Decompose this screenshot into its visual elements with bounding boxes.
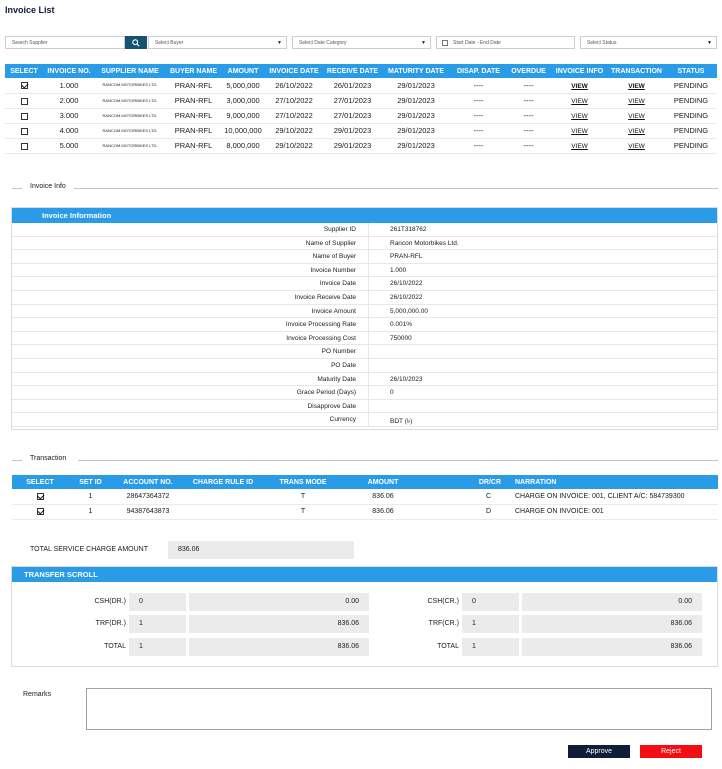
- invoice-no: 1.000: [43, 78, 95, 93]
- table-row: [12, 504, 718, 519]
- view-invoice-info-link[interactable]: VIEW: [571, 82, 588, 90]
- maturity-date: 29/01/2023: [381, 138, 451, 153]
- account-no: 94387643873: [113, 504, 183, 519]
- info-label: Invoice Processing Cost: [12, 332, 369, 345]
- view-invoice-info-link[interactable]: VIEW: [571, 113, 588, 120]
- select-status-dropdown[interactable]: [580, 36, 717, 49]
- supplier-name: RANCOM MOTORBIKES LTD.: [95, 78, 165, 93]
- maturity-date: 29/01/2023: [381, 108, 451, 123]
- info-row: [12, 332, 717, 346]
- invoice-information-panel: [11, 207, 718, 430]
- amount: 3,000,000: [222, 93, 264, 108]
- panel-header: Invoice Information: [12, 208, 717, 223]
- maturity-date: 29/01/2023: [381, 123, 451, 138]
- narration: CHARGE ON INVOICE: 001, CLIENT A/C: 584739300: [513, 489, 718, 504]
- amount: 10,000,000: [222, 123, 264, 138]
- info-value: 26/10/2023: [390, 375, 423, 383]
- maturity-date: 29/01/2023: [381, 78, 451, 93]
- page-title: Invoice List: [5, 5, 55, 15]
- info-row: [12, 237, 717, 251]
- transaction-cell: [608, 123, 665, 138]
- disap-date: ----: [451, 138, 506, 153]
- view-invoice-info-link[interactable]: VIEW: [571, 143, 588, 150]
- buyer-name: PRAN-RFL: [165, 123, 222, 138]
- transfer-count: 0: [462, 593, 519, 611]
- col-header: TRANSACTION: [608, 64, 665, 78]
- receive-date: 29/01/2023: [324, 123, 381, 138]
- transaction-cell: [608, 78, 665, 93]
- status: PENDING: [665, 138, 717, 153]
- info-value: 750000: [390, 334, 412, 342]
- col-header: SELECT: [12, 475, 68, 489]
- divider: [78, 460, 718, 461]
- invoice-date: 27/10/2022: [264, 108, 324, 123]
- amount: 836.06: [343, 504, 423, 519]
- divider: [74, 188, 718, 189]
- select-checkbox[interactable]: [37, 508, 44, 515]
- info-value: Rancon Motorbikes Ltd.: [390, 239, 459, 247]
- col-header: SET ID: [68, 475, 113, 489]
- transfer-label: TRF(CR.): [428, 620, 459, 627]
- invoice-no: 5.000: [43, 138, 95, 153]
- row-select: [5, 123, 43, 138]
- invoice-table: [5, 64, 717, 154]
- col-header: RECEIVE DATE: [324, 64, 381, 78]
- col-header: AMOUNT: [222, 64, 264, 78]
- invoice-info-cell: [551, 138, 608, 153]
- select-status-label: Select Status: [587, 40, 617, 46]
- info-value: 5,000,000.00: [390, 307, 428, 315]
- info-label: PO Date: [12, 359, 369, 372]
- col-header: SUPPLIER NAME: [95, 64, 165, 78]
- divider: [12, 460, 22, 461]
- approve-button[interactable]: Approve: [568, 745, 630, 758]
- disap-date: ----: [451, 93, 506, 108]
- amount: 9,000,000: [222, 108, 264, 123]
- charge-rule-id: [183, 504, 263, 519]
- amount: 836.06: [343, 489, 423, 504]
- transfer-label: TOTAL: [437, 643, 459, 650]
- row-select: [12, 504, 68, 519]
- col-header: OVERDUE: [506, 64, 551, 78]
- total-service-charge-label: TOTAL SERVICE CHARGE AMOUNT: [30, 546, 148, 553]
- view-transaction-link[interactable]: VIEW: [628, 82, 645, 90]
- amount: 8,000,000: [222, 138, 264, 153]
- transfer-amount: 836.06: [189, 615, 369, 633]
- buyer-name: PRAN-RFL: [165, 93, 222, 108]
- table-row: [5, 93, 717, 108]
- info-value: 1.000: [390, 266, 407, 274]
- row-select: [5, 78, 43, 93]
- info-value: 0: [390, 389, 394, 397]
- select-checkbox[interactable]: [37, 493, 44, 500]
- select-checkbox[interactable]: [21, 82, 28, 89]
- caret-down-icon: ▼: [277, 40, 282, 46]
- transaction-cell: [608, 138, 665, 153]
- info-value: 26/10/2022: [390, 280, 423, 288]
- invoice-info-section-title: [12, 183, 718, 193]
- view-transaction-link[interactable]: VIEW: [628, 143, 645, 150]
- row-select: [5, 108, 43, 123]
- info-label: Invoice Processing Rate: [12, 318, 369, 331]
- invoice-info-cell: [551, 123, 608, 138]
- view-transaction-link[interactable]: VIEW: [628, 113, 645, 120]
- calendar-icon: [442, 40, 448, 46]
- info-row: [12, 359, 717, 373]
- table-row: [5, 138, 717, 153]
- col-header: CHARGE RULE ID: [183, 475, 263, 489]
- search-supplier-input[interactable]: Search Supplier: [5, 36, 125, 49]
- col-header: INVOICE NO.: [43, 64, 95, 78]
- section-label: Transaction: [27, 455, 69, 462]
- transfer-amount: 0.00: [522, 593, 702, 611]
- reject-button[interactable]: Reject: [640, 745, 702, 758]
- col-header: ACCOUNT NO.: [113, 475, 183, 489]
- info-label: Currency: [12, 413, 369, 426]
- col-header: DR/CR: [423, 475, 513, 489]
- invoice-date: 27/10/2022: [264, 93, 324, 108]
- total-service-charge: [30, 541, 360, 559]
- transfer-amount: 836.06: [189, 638, 369, 656]
- select-checkbox[interactable]: [21, 128, 28, 135]
- transfer-label: TOTAL: [104, 643, 126, 650]
- invoice-no: 2.000: [43, 93, 95, 108]
- transaction-table: [12, 475, 718, 520]
- info-row: [12, 318, 717, 332]
- view-invoice-info-link[interactable]: VIEW: [571, 128, 588, 135]
- disap-date: ----: [451, 108, 506, 123]
- col-header: SELECT: [5, 64, 43, 78]
- caret-down-icon: ▼: [707, 40, 712, 46]
- overdue: ----: [506, 138, 551, 153]
- select-buyer-label: Select Buyer: [155, 40, 184, 46]
- transfer-amount: 836.06: [522, 615, 702, 633]
- select-checkbox[interactable]: [21, 113, 28, 120]
- dr-cr: D: [423, 504, 513, 519]
- supplier-name: RANCOM MOTORBIKES LTD.: [95, 138, 165, 153]
- disap-date: ----: [451, 123, 506, 138]
- transfer-scroll-panel: [11, 566, 718, 667]
- filter-bar: [5, 36, 717, 50]
- set-id: 1: [68, 504, 113, 519]
- info-label: Grace Period (Days): [12, 386, 369, 399]
- info-value: 261T318762: [390, 226, 427, 233]
- col-header: INVOICE DATE: [264, 64, 324, 78]
- transaction-cell: [608, 93, 665, 108]
- info-row: [12, 264, 717, 278]
- search-icon: [132, 39, 140, 47]
- buyer-name: PRAN-RFL: [165, 138, 222, 153]
- supplier-name: RANCOM MOTORBIKES LTD.: [95, 93, 165, 108]
- invoice-date: 26/10/2022: [264, 78, 324, 93]
- info-row: [12, 223, 717, 237]
- info-label: Invoice Number: [12, 264, 369, 277]
- info-row: [12, 345, 717, 359]
- receive-date: 29/01/2023: [324, 138, 381, 153]
- disap-date: ----: [451, 78, 506, 93]
- transfer-amount: 836.06: [522, 638, 702, 656]
- account-no: 28647364372: [113, 489, 183, 504]
- invoice-date: 29/10/2022: [264, 123, 324, 138]
- select-checkbox[interactable]: [21, 98, 28, 105]
- maturity-date: 29/01/2023: [381, 93, 451, 108]
- charge-rule-id: [183, 489, 263, 504]
- row-select: [12, 489, 68, 504]
- caret-down-icon: ▼: [421, 40, 426, 46]
- info-value: BDT (৳): [390, 418, 413, 426]
- info-value: 26/10/2022: [390, 293, 423, 301]
- status: PENDING: [665, 93, 717, 108]
- dr-cr: C: [423, 489, 513, 504]
- view-transaction-link[interactable]: VIEW: [628, 128, 645, 135]
- view-invoice-info-link[interactable]: VIEW: [571, 98, 588, 105]
- invoice-info-cell: [551, 108, 608, 123]
- info-label: Name of Buyer: [12, 250, 369, 263]
- transfer-amount: 0.00: [189, 593, 369, 611]
- select-date-category-label: Select Date Category: [299, 40, 347, 46]
- table-row: [5, 108, 717, 123]
- date-range-label: Start Date - End Date: [453, 40, 501, 46]
- col-header: INVOICE INFO: [551, 64, 608, 78]
- transfer-count: 1: [462, 615, 519, 633]
- transfer-count: 1: [462, 638, 519, 656]
- info-row: [12, 250, 717, 264]
- overdue: ----: [506, 78, 551, 93]
- info-value: [369, 359, 717, 372]
- info-label: Maturity Date: [12, 373, 369, 386]
- col-header: NARRATION: [513, 475, 718, 489]
- col-header: BUYER NAME: [165, 64, 222, 78]
- status: PENDING: [665, 123, 717, 138]
- info-label: Invoice Amount: [12, 305, 369, 318]
- receive-date: 27/01/2023: [324, 108, 381, 123]
- info-label: PO Number: [12, 345, 369, 358]
- amount: 5,000,000: [222, 78, 264, 93]
- col-header: STATUS: [665, 64, 717, 78]
- info-row: [12, 413, 717, 427]
- info-label: Disapprove Date: [12, 400, 369, 413]
- supplier-name: RANCOM MOTORBIKES LTD.: [95, 123, 165, 138]
- table-row: [5, 123, 717, 138]
- search-button[interactable]: [125, 36, 147, 49]
- table-row: [12, 489, 718, 504]
- info-row: [12, 305, 717, 319]
- info-label: Name of Supplier: [12, 237, 369, 250]
- info-row: [12, 400, 717, 414]
- transfer-label: CSH(CR.): [427, 598, 459, 605]
- receive-date: 27/01/2023: [324, 93, 381, 108]
- panel-header: TRANSFER SCROLL: [12, 567, 717, 582]
- status: PENDING: [665, 78, 717, 93]
- col-header: TRANS MODE: [263, 475, 343, 489]
- info-row: [12, 277, 717, 291]
- info-row: [12, 291, 717, 305]
- info-label: Invoice Date: [12, 277, 369, 290]
- transfer-count: 0: [129, 593, 186, 611]
- section-label: Invoice Info: [27, 183, 69, 190]
- transfer-label: TRF(DR.): [95, 620, 126, 627]
- invoice-table-header: [5, 64, 717, 78]
- table-row: [5, 78, 717, 93]
- status: PENDING: [665, 108, 717, 123]
- set-id: 1: [68, 489, 113, 504]
- invoice-info-cell: [551, 78, 608, 93]
- view-transaction-link[interactable]: VIEW: [628, 98, 645, 105]
- info-value: 0.001%: [390, 321, 413, 329]
- transaction-cell: [608, 108, 665, 123]
- info-label: Invoice Receive Date: [12, 291, 369, 304]
- select-date-category-dropdown[interactable]: [292, 36, 431, 49]
- remarks-label: Remarks: [23, 691, 52, 698]
- overdue: ----: [506, 123, 551, 138]
- invoice-no: 3.000: [43, 108, 95, 123]
- buyer-name: PRAN-RFL: [165, 78, 222, 93]
- transaction-section-title: [12, 455, 718, 465]
- trans-mode: T: [263, 489, 343, 504]
- overdue: ----: [506, 108, 551, 123]
- select-checkbox[interactable]: [21, 143, 28, 150]
- info-value: [369, 400, 717, 413]
- select-buyer-dropdown[interactable]: [148, 36, 287, 49]
- info-row: [12, 386, 717, 400]
- row-select: [5, 138, 43, 153]
- receive-date: 26/01/2023: [324, 78, 381, 93]
- trans-mode: T: [263, 504, 343, 519]
- row-select: [5, 93, 43, 108]
- overdue: ----: [506, 93, 551, 108]
- info-label: Supplier ID: [12, 223, 369, 236]
- transfer-count: 1: [129, 638, 186, 656]
- col-header: MATURITY DATE: [381, 64, 451, 78]
- remarks-textarea[interactable]: [86, 688, 712, 730]
- supplier-name: RANCOM MOTORBIKES LTD.: [95, 108, 165, 123]
- info-value: [369, 345, 717, 358]
- transaction-table-header: [12, 475, 718, 489]
- narration: CHARGE ON INVOICE: 001: [513, 504, 718, 519]
- info-row: [12, 373, 717, 387]
- divider: [12, 188, 22, 189]
- transfer-count: 1: [129, 615, 186, 633]
- col-header: AMOUNT: [343, 475, 423, 489]
- col-header: DISAP. DATE: [451, 64, 506, 78]
- transfer-label: CSH(DR.): [94, 598, 126, 605]
- invoice-no: 4.000: [43, 123, 95, 138]
- info-value: PRAN-RFL: [390, 253, 423, 261]
- total-service-charge-value: 836.06: [168, 541, 354, 559]
- invoice-date: 29/10/2022: [264, 138, 324, 153]
- buyer-name: PRAN-RFL: [165, 108, 222, 123]
- date-range-input[interactable]: [436, 36, 575, 49]
- invoice-info-cell: [551, 93, 608, 108]
